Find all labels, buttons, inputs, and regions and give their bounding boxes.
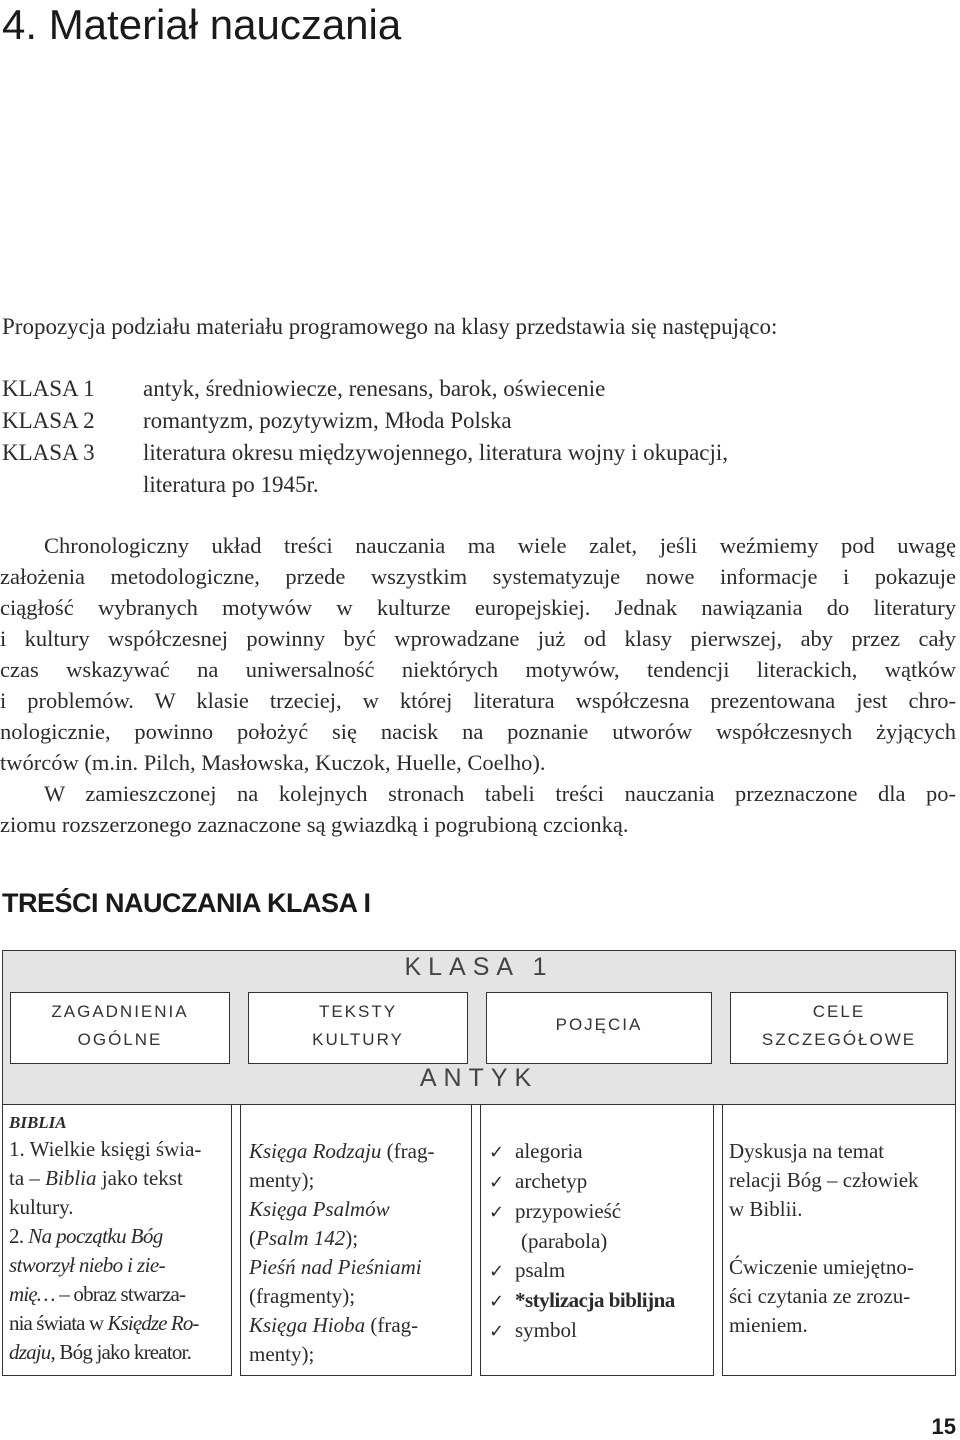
concept-item: ✓ symbol [489,1316,713,1346]
concept-item: ✓ psalm [489,1256,713,1286]
cell-line: stworzył niebo i zie- [9,1253,165,1277]
paragraph-line: W zamieszczonej na kolejnych stronach tabeli treści nauczania przeznaczone dla po- [44,781,956,806]
paragraph-line: założenia metodologiczne, przede wszystkim systematyzuje nowe informacje i pokazuje [0,564,956,589]
cell-line: nia świata w Księdze Ro- [9,1311,199,1335]
header-label: CELE [812,1002,866,1021]
cell-line: relacji Bóg – człowiek [729,1168,919,1192]
header-label: SZCZEGÓŁOWE [761,1030,917,1049]
paragraph-line: Chronologiczny układ treści nauczania ma wiele zalet, jeśli weźmiemy pod uwagę [44,533,956,558]
paragraph-line: nologicznie, powinno położyć się nacisk na poznanie utworów współczesnych żyjących [0,719,956,744]
concept-item: ✓ *stylizacja biblijna [489,1286,713,1316]
paragraph-line: i problemów. W klasie trzeciej, w której literatura współczesna prezentowana jest chro- [0,688,956,713]
paragraph-line: twórców (m.in. Pilch, Masłowska, Kuczok, Huelle, Coelho). [0,750,546,775]
cell-section-title: BIBLIA [9,1113,67,1132]
concept-item: ✓ przypowieść [489,1197,713,1227]
header-general-topics [10,992,230,1064]
cell-line: Ćwiczenie umiejętno- [729,1255,914,1279]
cell-concepts [480,1104,714,1376]
cell-line: mię… – obraz stwarza- [9,1282,186,1306]
paragraph-line: ciągłość wybranych motywów w kulturze europejskiej. Jednak nawiązania do literatury [0,595,956,620]
paragraph-line: i kultury współczesnej powinny być wprowadzane już od klasy pierwszej, aby przez cały [0,626,956,651]
paragraph-table-note [0,778,956,840]
cell-line: menty); [249,1168,315,1192]
header-label: OGÓLNE [77,1030,163,1049]
concept-item: ✓ alegoria [489,1137,713,1167]
paragraph-line: czas wskazywać na uniwersalność niektórych motywów, tendencji literackich, wątków [0,657,956,682]
page-number: 15 [931,1414,956,1439]
cell-line: ści czytania ze zrozu- [729,1284,911,1308]
table-period-banner: ANTYK [419,1064,539,1092]
cell-line: kultury. [9,1195,74,1219]
cell-line: 1. Wielkie księgi świa- [9,1137,202,1161]
header-label: POJĘCIA [555,1015,643,1034]
cell-detailed-goals [722,1104,956,1376]
cell-line: (fragmenty); [249,1284,356,1308]
header-detailed-goals [730,992,948,1064]
concept-item-note: (parabola) [521,1229,608,1253]
cell-line: (Psalm 142); [249,1226,359,1250]
class-plan-label: KLASA 3 [2,440,95,465]
chapter-title: 4. Materiał nauczania [2,1,402,48]
cell-line: 2. Na początku Bóg [9,1224,163,1248]
header-label: ZAGADNIENIA [51,1002,189,1021]
cell-line: dzaju, Bóg jako kreator. [9,1340,192,1364]
header-label: KULTURY [312,1030,404,1049]
header-culture-texts [248,992,468,1064]
class-plan-content: literatura po 1945r. [143,472,319,497]
cell-line: ta – Biblia jako tekst [9,1166,183,1190]
section-heading: TREŚCI NAUCZANIA KLASA I [2,888,371,918]
cell-line: mieniem. [729,1313,808,1337]
paragraph-line: ziomu rozszerzonego zaznaczone są gwiazdką i pogrubioną czcionką. [0,812,629,837]
class-plan-label: KLASA 2 [2,408,95,433]
cell-line: Pieśń nad Pieśniami [249,1255,422,1279]
class-plan-content: romantyzm, pozytywizm, Młoda Polska [143,408,512,433]
cell-general-topics [2,1104,232,1376]
class-plan-content: antyk, średniowiecze, renesans, barok, oświecenie [143,376,606,401]
cell-line: menty); [249,1342,315,1366]
paragraph-chronology [0,530,956,778]
table-class-banner: KLASA 1 [404,953,554,981]
header-concepts [486,992,712,1064]
cell-line: Księga Psalmów [249,1197,390,1221]
cell-culture-texts [240,1104,472,1376]
cell-line: w Biblii. [729,1197,803,1221]
cell-line: Dyskusja na temat [729,1139,885,1163]
cell-line: Księga Rodzaju (frag- [249,1139,435,1163]
class-plan-label: KLASA 1 [2,376,95,401]
concept-item: ✓ archetyp [489,1167,713,1197]
class-plan-content: literatura okresu międzywojennego, literatura wojny i okupacji, [143,440,729,465]
intro-text: Propozycja podziału materiału programowego na klasy przedstawia się następująco: [2,314,778,339]
cell-line: Księga Hioba (frag- [249,1313,419,1337]
header-label: TEKSTY [318,1002,398,1021]
